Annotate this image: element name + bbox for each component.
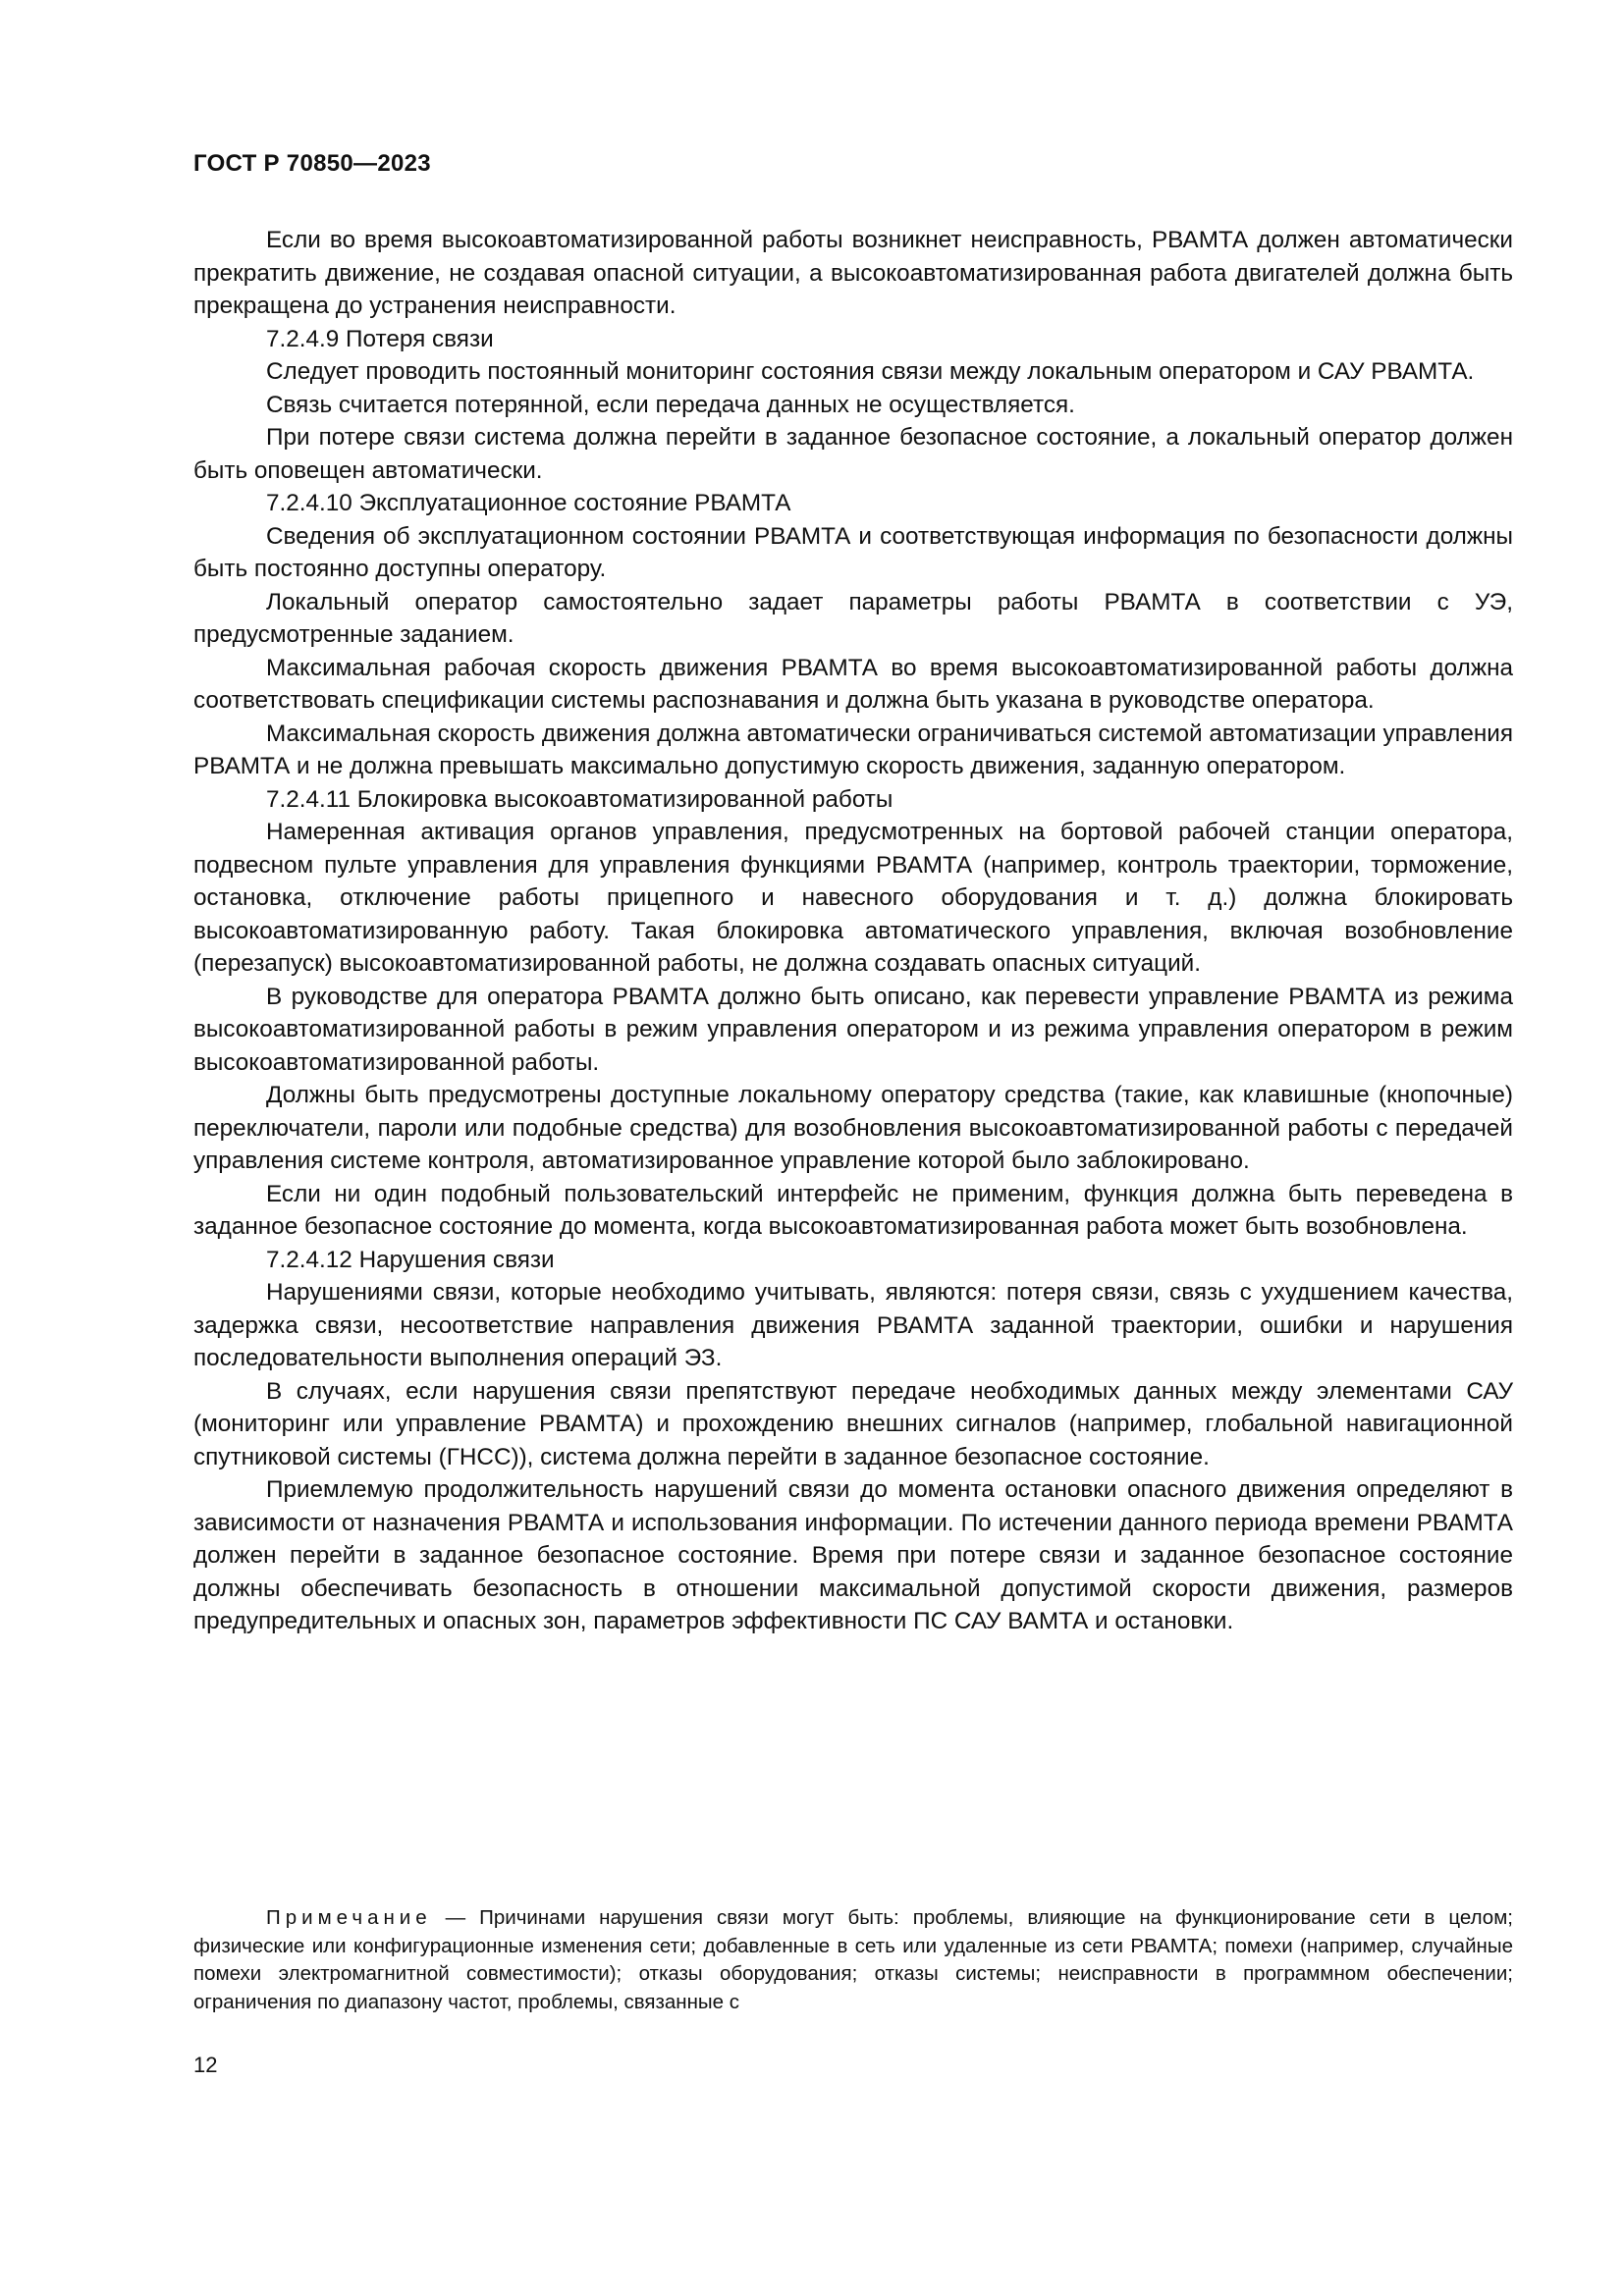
standard-header: ГОСТ Р 70850—2023 [193,150,431,177]
page-number: 12 [193,2053,218,2077]
paragraph-link-faults-action: В случаях, если нарушения связи препятствуют передаче необходимых данных между элементами САУ (мониторинг или управление РВАМТА) и прохождению внешних сигналов (например, глобальной навигационной спутниковой системы (ГНСС)), система должна перейти в заданное безопасное состояние. [193,1377,1513,1470]
note-label: Примечание [266,1906,432,1929]
section-heading-7-2-4-12: 7.2.4.12 Нарушения связи [266,1246,555,1273]
paragraph-operational-info: Сведения об эксплуатационном состоянии РВАМТА и соответствующая информация по безопасности должны быть постоянно доступны оператору. [193,522,1513,582]
paragraph-max-working-speed: Максимальная рабочая скорость движения РВАМТА во время высокоавтоматизированной работы должна соответствовать спецификации системы распознавания и должна быть указана в руководстве оператора. [193,654,1513,714]
section-heading-7-2-4-10: 7.2.4.10 Эксплуатационное состояние РВАМТА [266,490,791,516]
paragraph-operator-manual: В руководстве для оператора РВАМТА должно быть описано, как перевести управление РВАМТА из режима высокоавтоматизированной работы в режим управления оператором и из режима управления оператором в режим высокоавтоматизированной работы. [193,983,1513,1076]
paragraph-link-monitoring: Следует проводить постоянный мониторинг состояния связи между локальным оператором и САУ РВАМТА. [266,358,1475,385]
section-heading-7-2-4-9: 7.2.4.9 Потеря связи [266,325,494,352]
paragraph-resume-means: Должны быть предусмотрены доступные локальному оператору средства (такие, как клавишные (кнопочные) переключатели, пароли или подобные средства) для возобновления высокоавтоматизированной работы с передачей управления системе контроля, автоматизированное управление которой было заблокировано. [193,1082,1513,1174]
paragraph-acceptable-duration: Приемлемую продолжительность нарушений связи до момента остановки опасного движения определяют в зависимости от назначения РВАМТА и использования информации. По истечении данного периода времени РВАМТА должен перейти в заданное безопасное состояние. Время при потере связи и заданное безопасное состояние должны обеспечивать безопасность в отношении максимальной допустимой скорости движения, размеров предупредительных и опасных зон, параметров эффективности ПС САУ ВАМТА и остановки. [193,1476,1513,1634]
section-heading-7-2-4-11: 7.2.4.11 Блокировка высокоавтоматизированной работы [266,785,893,813]
paragraph-link-lost-action: При потере связи система должна перейти в заданное безопасное состояние, а локальный оператор должен быть оповещен автоматически. [193,424,1513,484]
paragraph-max-speed-limit: Максимальная скорость движения должна автоматически ограничиваться системой автоматизации управления РВАМТА и не должна превышать максимально допустимую скорость движения, заданную оператором. [193,720,1513,779]
paragraph-no-interface: Если ни один подобный пользовательский интерфейс не применим, функция должна быть переведена в заданное безопасное состояние до момента, когда высокоавтоматизированная работа может быть возобновлена. [193,1180,1513,1240]
paragraph-link-lost-definition: Связь считается потерянной, если передача данных не осуществляется. [266,391,1075,418]
paragraph-operator-params: Локальный оператор самостоятельно задает параметры работы РВАМТА в соответствии с УЭ, предусмотренные заданием. [193,588,1513,648]
body-text [193,224,1513,1638]
paragraph-fault-stop: Если во время высокоавтоматизированной работы возникнет неисправность, РВАМТА должен автоматически прекратить движение, не создавая опасной ситуации, а высокоавтоматизированная работа двигателей должна быть прекращена до устранения неисправности. [193,227,1513,319]
paragraph-link-faults-list: Нарушениями связи, которые необходимо учитывать, являются: потеря связи, связь с ухудшением качества, задержка связи, несоответствие направления движения РВАМТА заданной траектории, ошибки и нарушения последовательности выполнения операций ЭЗ. [193,1279,1513,1371]
note-text: — Причинами нарушения связи могут быть: проблемы, влияющие на функционирование сети в целом; физические или конфигурационные изменения сети; добавленные в сеть или удаленные из сети РВАМТА; помехи (например, случайные помехи электромагнитной совместимости); отказы оборудования; отказы системы; неисправности в программном обеспечении; ограничения по диапазону частот, проблемы, связанные с [193,1906,1513,2013]
note-block [193,1904,1513,2016]
paragraph-control-activation: Намеренная активация органов управления, предусмотренных на бортовой рабочей станции оператора, подвесном пульте управления для управления функциями РВАМТА (например, контроль траектории, торможение, остановка, отключение работы прицепного и навесного оборудования и т. д.) должна блокировать высокоавтоматизированную работу. Такая блокировка автоматического управления, включая возобновление (перезапуск) высокоавтоматизированной работы, не должна создавать опасных ситуаций. [193,819,1513,977]
note-paragraph [193,1904,1513,2016]
